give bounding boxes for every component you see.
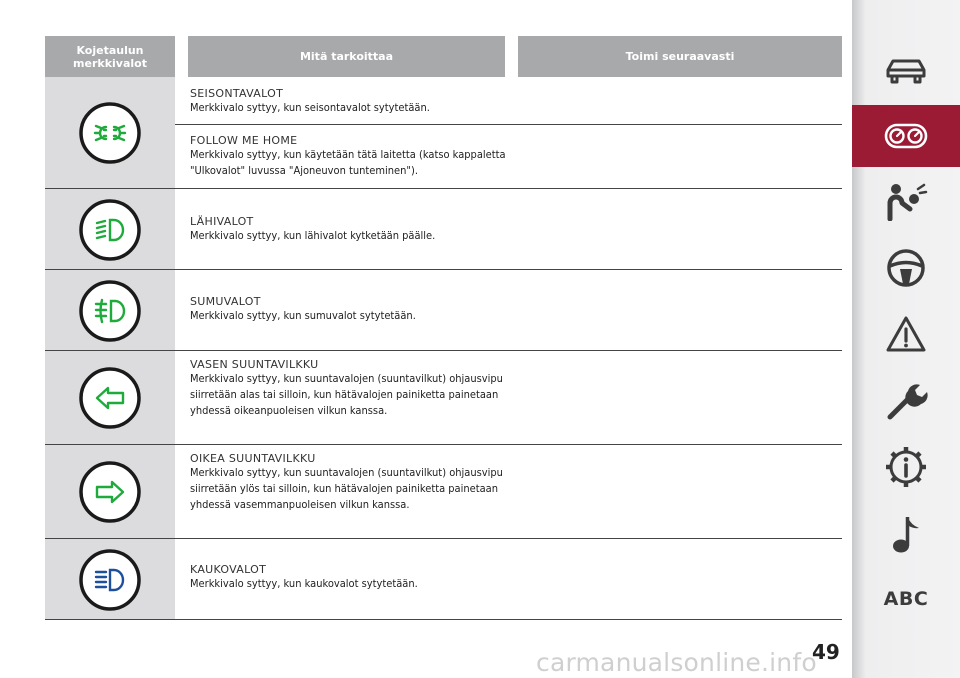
- table-row: [45, 189, 842, 270]
- entry-parking-lights: SEISONTAVALOT Merkkivalo syttyy, kun seisontavalot sytytetään.: [175, 77, 842, 125]
- sidebar-item-maintenance[interactable]: [852, 370, 960, 432]
- sidebar-item-multimedia[interactable]: [852, 503, 960, 565]
- sidebar-item-technical-data[interactable]: [852, 436, 960, 498]
- sidebar-item-dashboard[interactable]: [852, 105, 960, 167]
- entry-follow-me-home: FOLLOW ME HOME Merkkivalo syttyy, kun käytetään tätä laitetta (katso kappaletta "Ulkovalot" luvussa "Ajoneuvon tunteminen").: [190, 134, 506, 177]
- steering-wheel-icon: [885, 247, 927, 289]
- entry-high-beam: KAUKOVALOT Merkkivalo syttyy, kun kaukovalot sytytetään.: [190, 563, 418, 590]
- header-meaning: Mitä tarkoittaa: [188, 36, 505, 77]
- wrench-icon: [884, 379, 928, 423]
- gear-info-icon: [884, 445, 928, 489]
- chapter-sidebar: [852, 0, 960, 678]
- header-action: Toimi seuraavasti: [518, 36, 842, 77]
- fog-light-icon: [79, 280, 141, 342]
- index-label: ABC: [883, 588, 929, 610]
- warning-triangle-icon: [884, 314, 928, 354]
- table-row: [45, 351, 842, 445]
- music-note-icon: [889, 513, 923, 555]
- airbag-passenger-icon: [884, 181, 928, 221]
- high-beam-icon: [79, 549, 141, 611]
- sidebar-item-emergency[interactable]: [852, 303, 960, 365]
- parking-lights-icon: [79, 102, 141, 164]
- right-turn-signal-icon: [79, 461, 141, 523]
- sidebar-item-safety[interactable]: [852, 170, 960, 232]
- entry-right-turn-signal: OIKEA SUUNTAVILKKU Merkkivalo syttyy, kun suuntavalojen (suuntavilkut) ohjausvipu siirretään ylös tai silloin, kun hätävalojen painiketta painetaan yhdessä vasemmanpuoleisen vilkun kanssa.: [190, 452, 503, 511]
- sidebar-item-starting-driving[interactable]: [852, 237, 960, 299]
- header-warning-lights: Kojetaulun merkkivalot: [45, 36, 175, 77]
- sidebar-item-index[interactable]: [852, 568, 960, 630]
- car-icon: [884, 56, 928, 86]
- left-turn-signal-icon: [79, 367, 141, 429]
- table-row: [45, 77, 842, 189]
- warning-lights-table: [45, 36, 842, 620]
- watermark: carmanualsonline.info: [536, 648, 817, 677]
- table-row: [45, 539, 842, 620]
- table-row: [45, 270, 842, 351]
- low-beam-icon: [79, 199, 141, 261]
- table-header: [45, 36, 842, 77]
- entry-low-beam: LÄHIVALOT Merkkivalo syttyy, kun lähivalot kytketään päälle.: [190, 215, 436, 242]
- dashboard-icon: [883, 121, 929, 151]
- entry-left-turn-signal: VASEN SUUNTAVILKKU Merkkivalo syttyy, kun suuntavalojen (suuntavilkut) ohjausvipu siirretään alas tai silloin, kun hätävalojen painiketta painetaan yhdessä oikeanpuoleisen vilkun kanssa.: [190, 358, 503, 417]
- table-row: [45, 445, 842, 539]
- entry-fog-lights: SUMUVALOT Merkkivalo syttyy, kun sumuvalot sytytetään.: [190, 295, 416, 322]
- page-number: 49: [812, 640, 840, 664]
- sidebar-item-car[interactable]: [852, 40, 960, 102]
